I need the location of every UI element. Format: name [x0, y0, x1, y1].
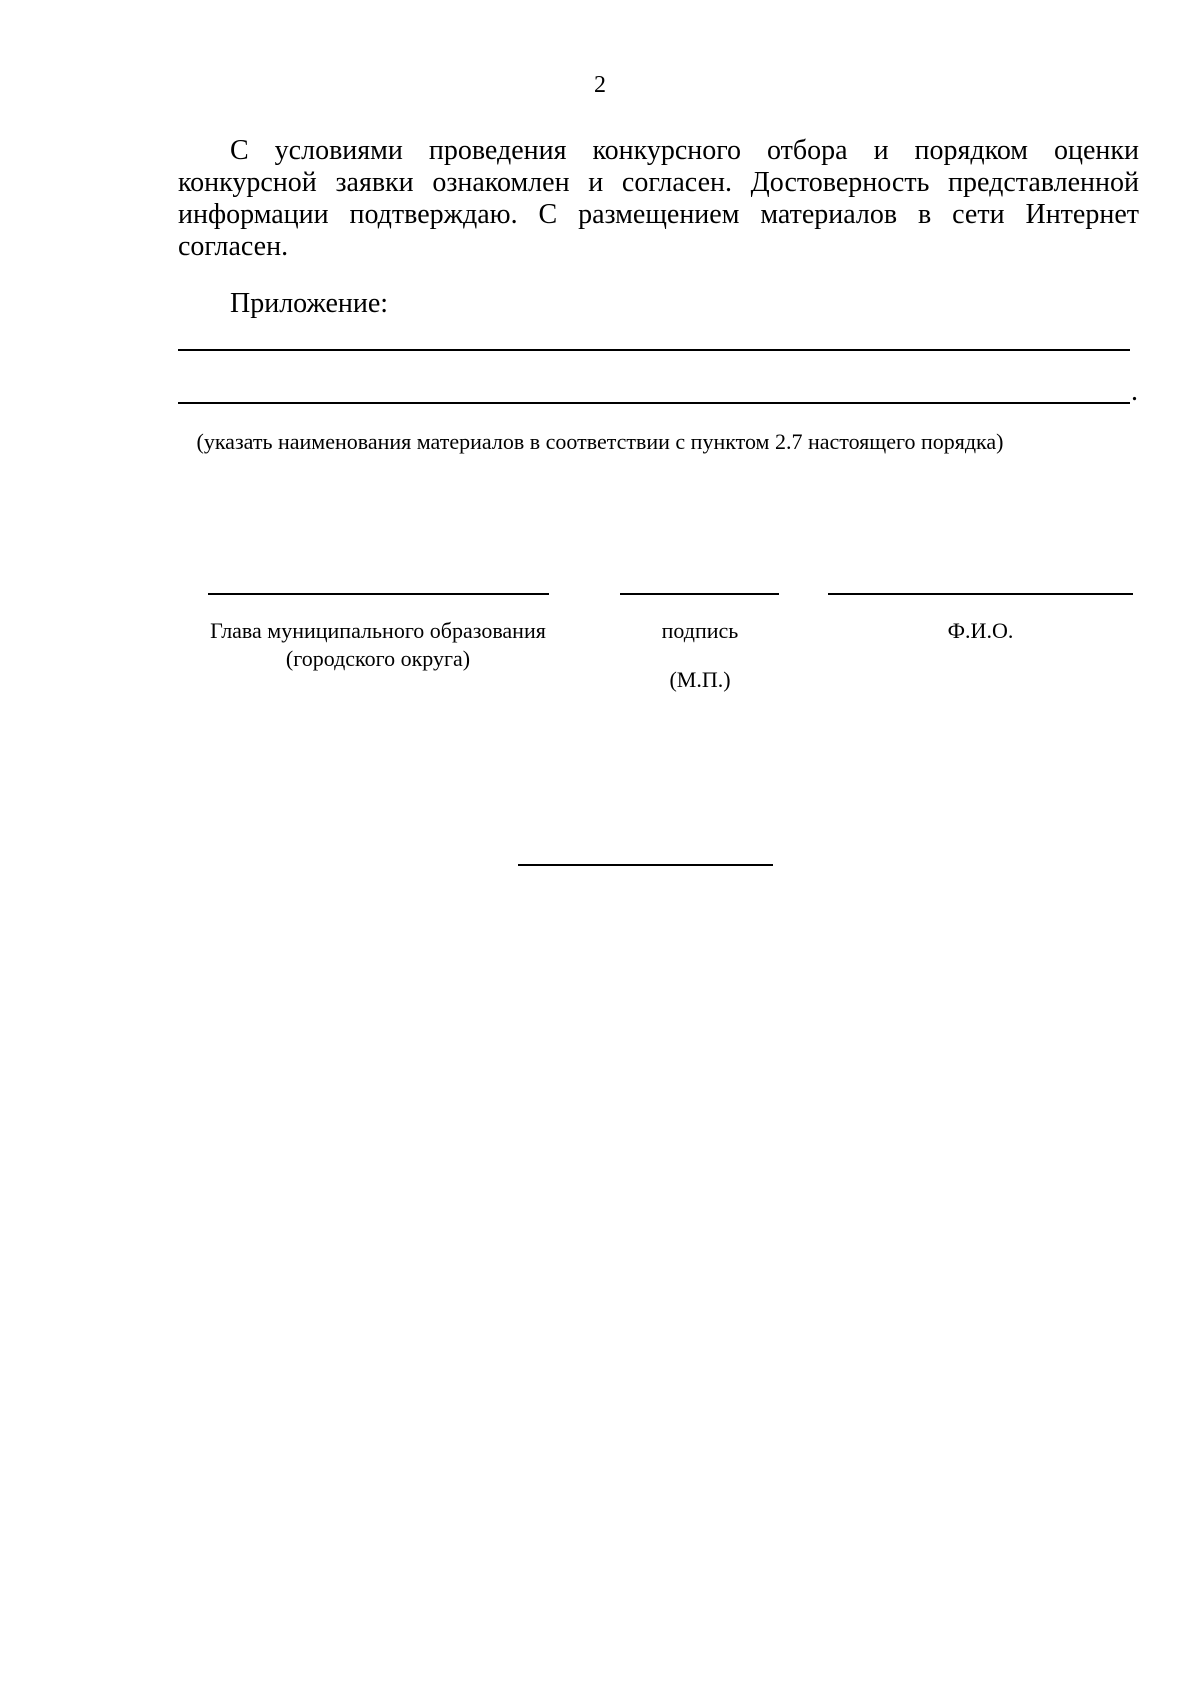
attachment-label: Приложение: [230, 288, 389, 319]
page-number: 2 [594, 72, 606, 98]
signature-line [620, 593, 779, 595]
document-end-line [518, 864, 773, 866]
attachment-fill-line-2 [178, 402, 1130, 404]
head-signature-line [208, 593, 549, 595]
head-caption-line-1: Глава муниципального образования [210, 618, 546, 643]
consent-paragraph: С условиями проведения конкурсного отбора и порядком оценки конкурсной заявки ознакомлен и согласен. Достоверность представленной информации подтверждаю. С размещением материалов в сети Интернет согласен. [178, 135, 1139, 262]
head-caption-line-2: (городского округа) [285, 646, 471, 671]
head-caption [178, 617, 578, 673]
full-name-line [828, 593, 1133, 595]
attachment-line-end-dot: . [1131, 376, 1138, 407]
full-name-caption: Ф.И.О. [947, 618, 1014, 643]
sign-caption: подпись [661, 618, 739, 643]
attachment-hint: (указать наименования материалов в соответствии с пунктом 2.7 настоящего порядка) [196, 429, 1004, 454]
stamp-caption: (М.П.) [669, 667, 731, 692]
attachment-fill-line-1 [178, 349, 1130, 351]
